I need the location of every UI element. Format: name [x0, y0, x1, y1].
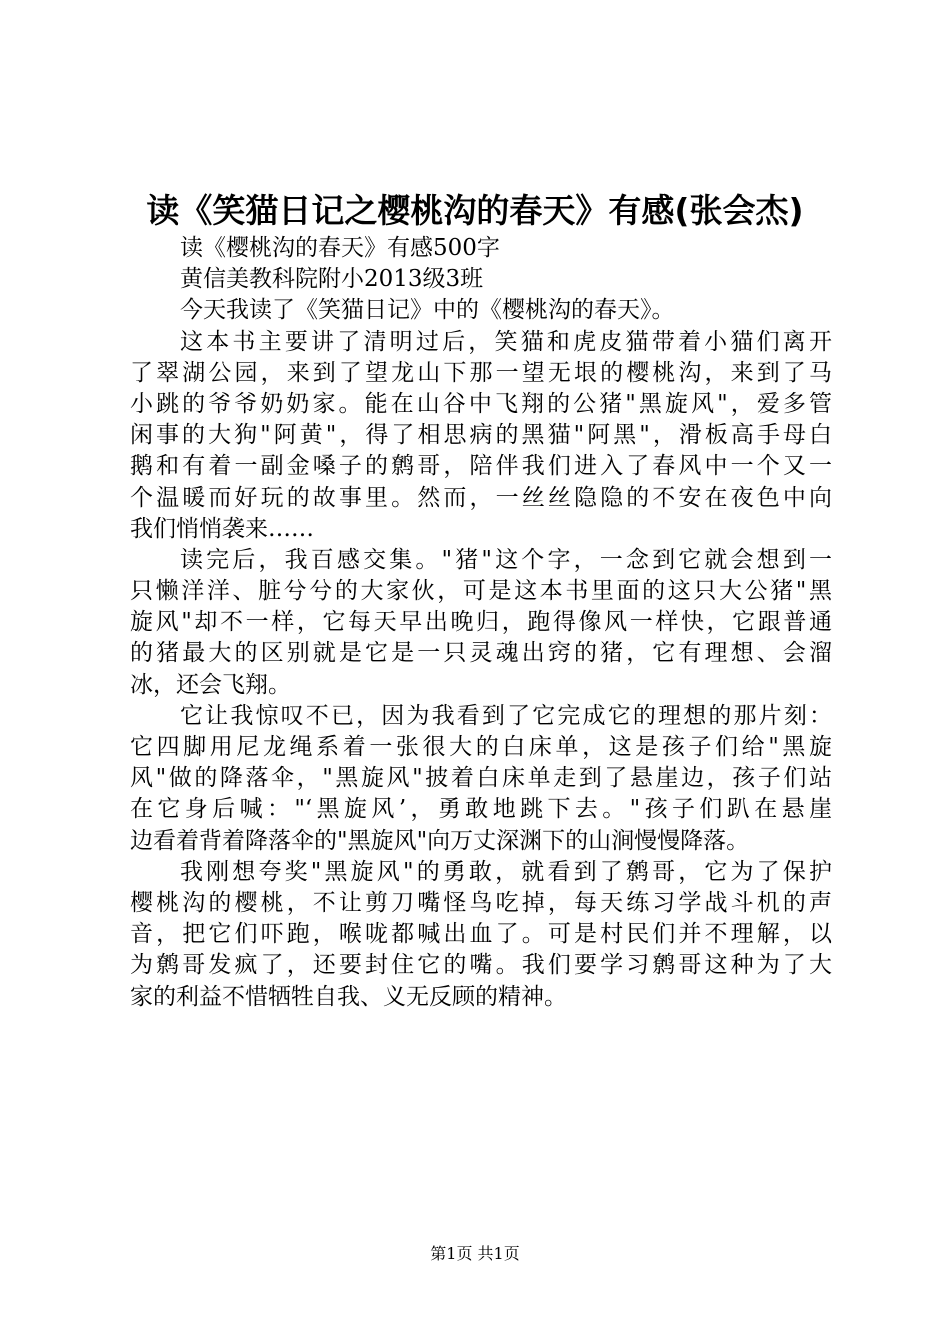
paragraph-line: 音，把它们吓跑，喉咙都喊出血了。可是村民们并不理解，以: [130, 921, 832, 948]
page-footer: 第1页 共1页: [430, 1244, 520, 1263]
paragraph-line: 了翠湖公园，来到了望龙山下那一望无垠的樱桃沟，来到了马: [130, 359, 832, 386]
paragraph-line: 读完后，我百感交集。"猪"这个字，一念到它就会想到一: [180, 546, 832, 573]
paragraph-line: 个温暖而好玩的故事里。然而，一丝丝隐隐的不安在夜色中向: [130, 484, 832, 511]
paragraph-line: 小跳的爷爷奶奶家。能在山谷中飞翔的公猪"黑旋风"，爱多管: [130, 390, 832, 417]
paragraph-line: 我们悄悄袭来……: [130, 515, 314, 542]
paragraph-line: 的猪最大的区别就是它是一只灵魂出窍的猪，它有理想、会溜: [130, 640, 832, 667]
paragraph-line: 为鹩哥发疯了，还要封住它的嘴。我们要学习鹩哥这种为了大: [130, 952, 832, 979]
paragraph-line: 只懒洋洋、脏兮兮的大家伙，可是这本书里面的这只大公猪"黑: [130, 578, 832, 605]
paragraph-line: 这本书主要讲了清明过后，笑猫和虎皮猫带着小猫们离开: [180, 328, 832, 355]
paragraph-line: 风"做的降落伞，"黑旋风"披着白床单走到了悬崖边，孩子们站: [130, 765, 832, 792]
paragraph-line: 它四脚用尼龙绳系着一张很大的白床单，这是孩子们给"黑旋: [130, 734, 832, 760]
paragraph-line: 它让我惊叹不已，因为我看到了它完成它的理想的那片刻：: [180, 702, 832, 729]
paragraph-line: 樱桃沟的樱桃，不让剪刀嘴怪鸟吃掉，每天练习学战斗机的声: [130, 889, 832, 916]
paragraph-line: 家的利益不惜牺牲自我、义无反顾的精神。: [130, 983, 567, 1010]
paragraph-line: 闲事的大狗"阿黄"，得了相思病的黑猫"阿黑"，滑板高手母白: [130, 422, 832, 449]
paragraph-line: 我刚想夸奖"黑旋风"的勇敢，就看到了鹩哥，它为了保护: [180, 858, 832, 885]
paragraph-line: 冰，还会飞翔。: [130, 671, 291, 698]
paragraph-line: 黄信美教科院附小2013级3班: [180, 266, 484, 293]
paragraph-line: 在它身后喊："‘黑旋风’，勇敢地跳下去。"孩子们趴在悬崖: [130, 796, 832, 823]
paragraph-line: 鹅和有着一副金嗓子的鹩哥，陪伴我们进入了春风中一个又一: [130, 453, 832, 480]
document-body: [130, 233, 832, 1013]
paragraph-line: 读《樱桃沟的春天》有感500字: [180, 235, 500, 261]
paragraph-line: 旋风"却不一样，它每天早出晚归，跑得像风一样快，它跟普通: [130, 609, 832, 636]
paragraph-line: 边看着背着降落伞的"黑旋风"向万丈深渊下的山涧慢慢降落。: [130, 827, 750, 854]
document-title: 读《笑猫日记之樱桃沟的春天》有感(张会杰): [146, 191, 804, 230]
paragraph-line: 今天我读了《笑猫日记》中的《樱桃沟的春天》。: [180, 297, 675, 324]
